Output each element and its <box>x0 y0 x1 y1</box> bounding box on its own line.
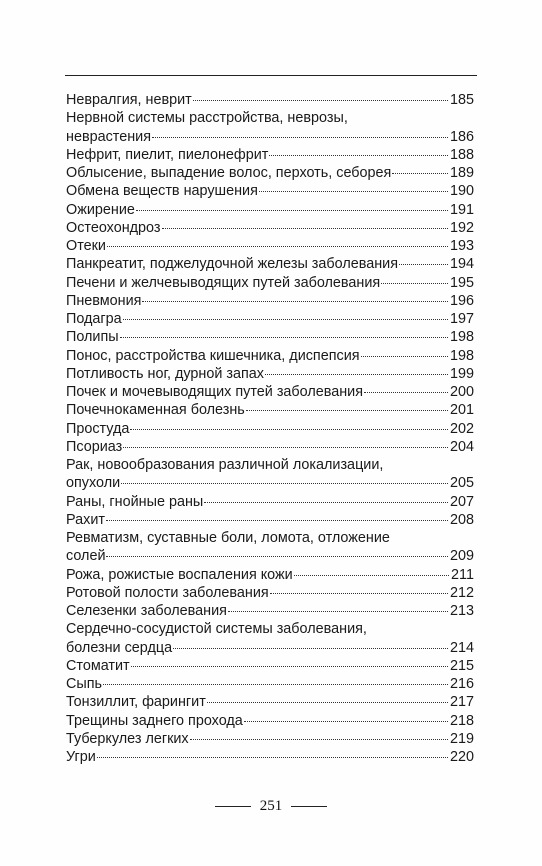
dot-leader <box>204 502 448 503</box>
toc-entry-page: 201 <box>449 402 474 419</box>
toc-entry-title: Угри <box>66 749 96 765</box>
toc-entry-page: 205 <box>449 475 474 492</box>
toc-entry-page: 186 <box>449 128 474 145</box>
toc-entry-title: Панкреатит, поджелудочной железы заболевания <box>66 256 398 273</box>
toc-entry <box>66 201 474 219</box>
dot-leader <box>130 429 448 430</box>
toc-entry <box>66 493 474 511</box>
toc-entry-line <box>66 602 474 620</box>
toc-entry <box>66 182 474 200</box>
dot-leader <box>162 228 448 229</box>
toc-entry-page: 216 <box>449 676 474 692</box>
toc-entry-line <box>66 639 474 657</box>
toc-entry-line <box>66 292 474 310</box>
toc-entry-title: солей <box>66 548 106 565</box>
toc-entry-line <box>66 128 474 146</box>
toc-entry-line <box>66 675 474 693</box>
toc-entry <box>66 438 474 456</box>
toc-entry <box>66 310 474 328</box>
dot-leader <box>106 520 448 521</box>
toc-entry-line <box>66 91 474 109</box>
toc-entry-line <box>66 438 474 456</box>
dot-leader <box>131 666 448 667</box>
toc-entry-line <box>66 474 474 492</box>
dot-leader <box>103 684 448 685</box>
toc-entry-title: Почек и мочевыводящих путей заболевания <box>66 384 364 400</box>
toc-entry-title: Трещины заднего прохода <box>66 712 243 729</box>
toc-entry-title: Нефрит, пиелит, пиелонефрит <box>66 146 269 163</box>
toc-entry-title: Облысение, выпадение волос, перхоть, себорея <box>66 165 392 181</box>
toc-entry-page: 202 <box>449 420 474 437</box>
toc-entry-title: Сыпь <box>66 676 103 692</box>
dot-leader <box>106 556 448 557</box>
toc-entry <box>66 566 474 584</box>
toc-entry-line <box>66 182 474 200</box>
toc-entry-page: 185 <box>449 92 474 108</box>
toc-entry-page: 198 <box>449 329 474 346</box>
toc-entry-page: 190 <box>449 183 474 200</box>
toc-entry <box>66 511 474 529</box>
toc-entry-line <box>66 748 474 766</box>
toc-entry-line <box>66 730 474 748</box>
dot-leader <box>246 410 448 411</box>
toc-entry-line <box>66 347 474 365</box>
dot-leader <box>120 337 448 338</box>
toc-entry-page: 207 <box>449 493 474 510</box>
toc-entry-title-line: Ревматизм, суставные боли, ломота, отложение <box>66 530 390 546</box>
dot-leader <box>381 283 448 284</box>
dot-leader <box>361 356 448 357</box>
dot-leader <box>392 173 448 174</box>
toc-entry-page: 192 <box>449 219 474 236</box>
toc-entry-title: болезни сердца <box>66 639 173 656</box>
toc-entry <box>66 657 474 675</box>
toc-entry-line <box>66 274 474 292</box>
page-footer <box>0 798 542 815</box>
dot-leader <box>364 392 448 393</box>
dot-leader <box>123 447 448 448</box>
toc-entry-page: 214 <box>449 639 474 656</box>
toc-entry-page: 199 <box>449 365 474 382</box>
toc-entry <box>66 383 474 401</box>
toc-entry <box>66 292 474 310</box>
toc-entry-title: Печени и желчевыводящих путей заболевания <box>66 274 381 291</box>
toc-entry-title: Ожирение <box>66 201 135 218</box>
toc-entry-page: 194 <box>449 256 474 273</box>
dot-leader <box>399 264 448 265</box>
toc-entry <box>66 109 474 146</box>
toc-entry <box>66 237 474 255</box>
toc-entry-page: 215 <box>449 657 474 674</box>
dot-leader <box>136 210 448 211</box>
toc-entry <box>66 420 474 438</box>
toc-entry-line <box>66 547 474 565</box>
toc-entry-title: Тонзиллит, фарингит <box>66 694 206 711</box>
footer-rule-right <box>291 806 327 807</box>
toc-entry <box>66 620 474 657</box>
toc-entry <box>66 529 474 566</box>
toc-entry-page: 217 <box>449 694 474 711</box>
toc-entry-line <box>66 712 474 730</box>
toc-entry-title: Рахит <box>66 511 105 528</box>
toc-entry <box>66 365 474 383</box>
toc-entry-page: 193 <box>449 238 474 254</box>
toc-entry <box>66 693 474 711</box>
toc-entry <box>66 219 474 237</box>
toc-entry-title-line: Нервной системы расстройства, неврозы, <box>66 110 348 127</box>
toc-entry <box>66 675 474 693</box>
toc-entry-page: 191 <box>449 201 474 218</box>
toc-entry-page: 209 <box>449 548 474 565</box>
toc-entry <box>66 347 474 365</box>
toc-entry-line <box>66 164 474 182</box>
toc-entry-line <box>66 584 474 602</box>
toc-entry-title: Туберкулез легких <box>66 730 189 747</box>
dot-leader <box>270 593 448 594</box>
footer-rule-left <box>215 806 251 807</box>
dot-leader <box>123 319 448 320</box>
toc-entry-line <box>66 511 474 529</box>
toc-entry <box>66 456 474 493</box>
toc-entry-line <box>66 255 474 273</box>
dot-leader <box>265 374 448 375</box>
toc-entry-page: 189 <box>449 165 474 181</box>
toc-entry-line <box>66 146 474 164</box>
toc-entry-line <box>66 201 474 219</box>
toc-entry-title: Отеки <box>66 238 106 254</box>
dot-leader <box>244 721 448 722</box>
toc-entry-title-line: Рак, новообразования различной локализации, <box>66 457 384 473</box>
dot-leader <box>190 739 448 740</box>
toc-entry <box>66 602 474 620</box>
toc-entry-title: Полипы <box>66 329 119 346</box>
toc-entry-title: Селезенки заболевания <box>66 603 227 619</box>
toc-entry-page: 197 <box>449 311 474 327</box>
toc-entry-page: 220 <box>449 749 474 765</box>
dot-leader <box>207 702 448 703</box>
page-number: 251 <box>259 798 283 814</box>
toc-entry <box>66 255 474 273</box>
toc-entry <box>66 401 474 419</box>
toc-entry-page: 198 <box>449 347 474 364</box>
toc-entry-line <box>66 401 474 419</box>
toc-entry-title-line: Сердечно-сосудистой системы заболевания, <box>66 621 367 638</box>
toc-entry-line <box>66 219 474 237</box>
toc-entry <box>66 328 474 346</box>
dot-leader <box>142 301 448 302</box>
toc-entry-title: Простуда <box>66 420 130 437</box>
toc-entry-line <box>66 657 474 675</box>
toc-entry-page: 219 <box>449 730 474 747</box>
dot-leader <box>173 648 448 649</box>
toc-entry <box>66 274 474 292</box>
toc-entry <box>66 748 474 766</box>
toc-entry-line <box>66 693 474 711</box>
toc-entry-title: Понос, расстройства кишечника, диспепсия <box>66 347 360 364</box>
toc-entry-title: Обмена веществ нарушения <box>66 183 258 200</box>
table-of-contents <box>66 91 474 766</box>
header-rule <box>65 75 477 76</box>
dot-leader <box>259 191 448 192</box>
toc-entry <box>66 730 474 748</box>
toc-entry-line <box>66 566 474 584</box>
dot-leader <box>193 100 448 101</box>
toc-entry-title: Стоматит <box>66 657 130 674</box>
toc-entry-title: Почечнокаменная болезнь <box>66 402 245 419</box>
toc-entry-title: опухоли <box>66 475 121 492</box>
toc-entry-title: Рожа, рожистые воспаления кожи <box>66 566 293 583</box>
toc-entry-line <box>66 310 474 328</box>
toc-entry-title: Псориаз <box>66 438 123 455</box>
dot-leader <box>269 155 448 156</box>
toc-entry-line <box>66 420 474 438</box>
toc-entry-title: неврастения <box>66 128 152 145</box>
toc-entry <box>66 146 474 164</box>
toc-entry-line <box>66 237 474 255</box>
toc-entry-page: 213 <box>449 603 474 619</box>
dot-leader <box>121 483 448 484</box>
dot-leader <box>152 137 448 138</box>
dot-leader <box>228 611 448 612</box>
toc-entry-page: 218 <box>449 712 474 729</box>
toc-entry-page: 196 <box>449 292 474 309</box>
toc-entry-title: Пневмония <box>66 292 142 309</box>
toc-entry-line <box>66 328 474 346</box>
toc-entry-page: 211 <box>451 566 474 583</box>
toc-entry-line <box>66 493 474 511</box>
toc-entry-page: 212 <box>449 584 474 601</box>
toc-entry <box>66 164 474 182</box>
toc-entry-title: Потливость ног, дурной запах <box>66 365 264 382</box>
toc-entry-title: Подагра <box>66 311 122 327</box>
toc-entry <box>66 91 474 109</box>
toc-entry-title: Раны, гнойные раны <box>66 493 204 510</box>
toc-entry-page: 188 <box>449 146 474 163</box>
toc-entry-line <box>66 383 474 401</box>
dot-leader <box>97 757 448 758</box>
toc-entry-page: 195 <box>449 274 474 291</box>
toc-entry-title: Ротовой полости заболевания <box>66 584 269 601</box>
toc-entry-title: Остеохондроз <box>66 219 161 236</box>
dot-leader <box>107 246 448 247</box>
dot-leader <box>294 575 449 576</box>
toc-entry-page: 200 <box>449 384 474 400</box>
toc-entry-title: Невралгия, неврит <box>66 92 192 108</box>
toc-entry-page: 208 <box>449 511 474 528</box>
toc-entry-line <box>66 365 474 383</box>
toc-entry <box>66 584 474 602</box>
toc-entry-page: 204 <box>449 438 474 455</box>
toc-entry <box>66 712 474 730</box>
